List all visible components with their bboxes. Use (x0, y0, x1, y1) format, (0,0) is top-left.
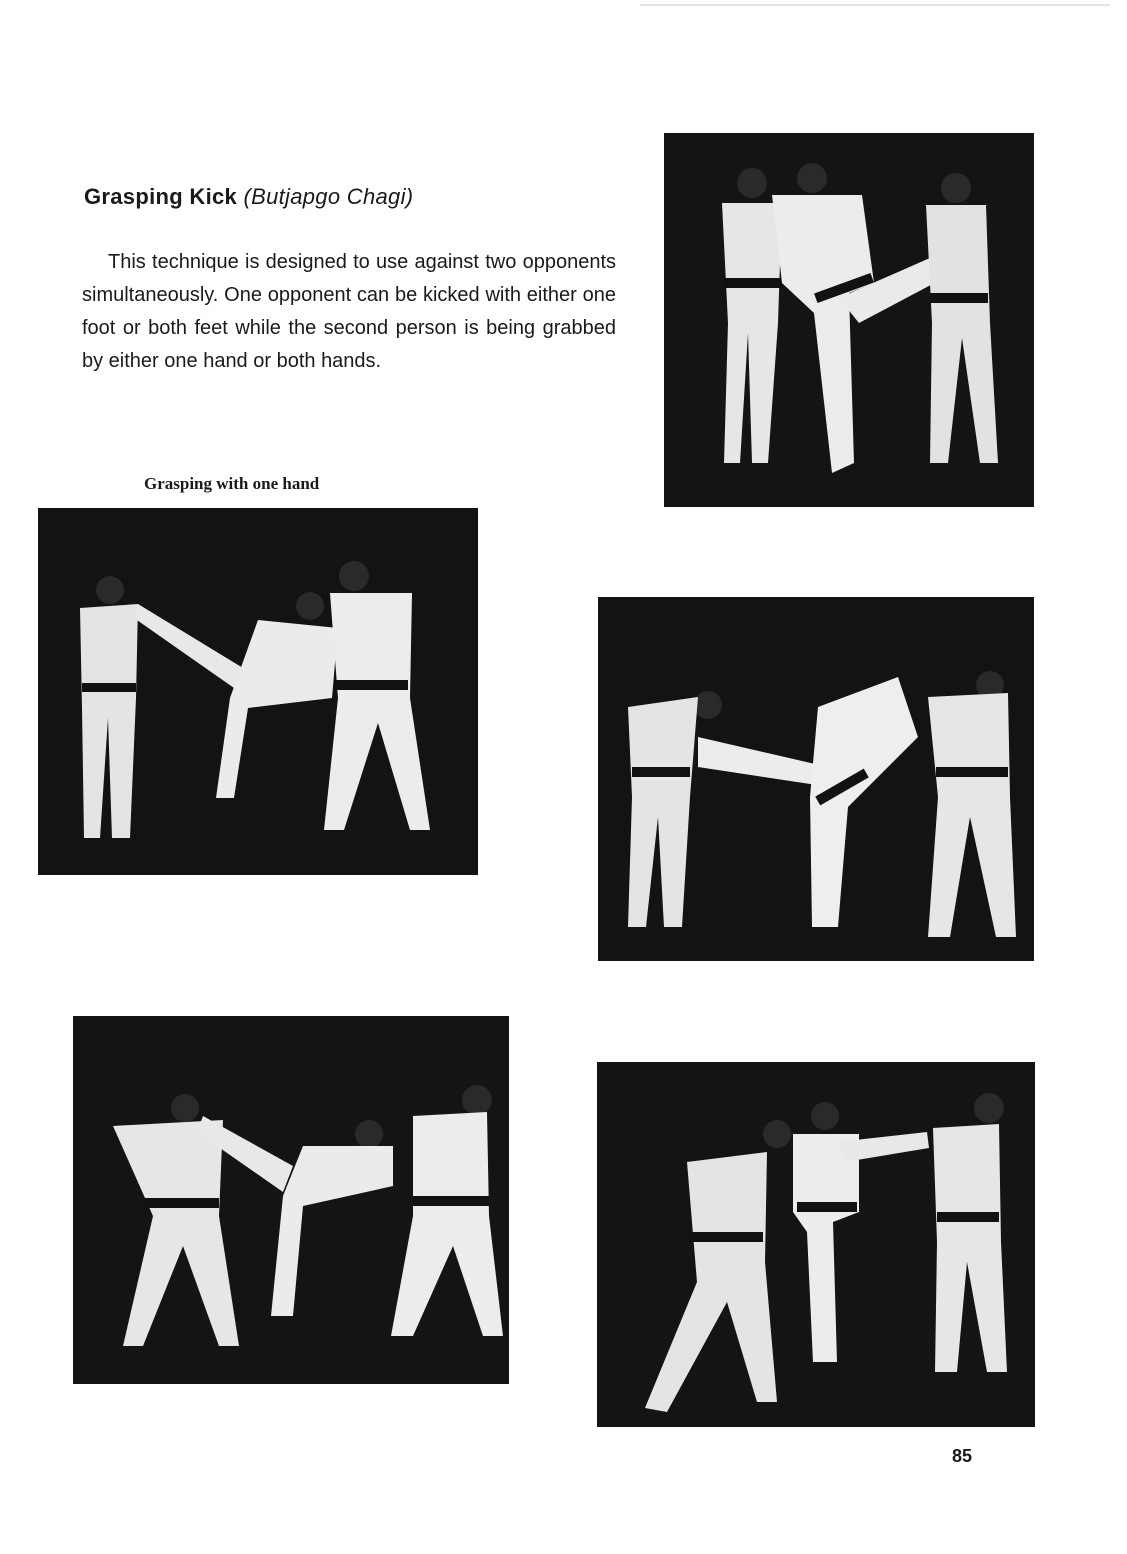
page-number: 85 (952, 1446, 973, 1466)
body-paragraph: This technique is designed to use against two opponents simultaneously. One opponent can be kicked with either one foot or both feet while the second person is being grabbed by either one hand or both hands. (82, 251, 616, 372)
photo-middle-right (598, 597, 1034, 961)
photo-bottom-left (73, 1016, 509, 1384)
photo-caption: Grasping with one hand (144, 474, 320, 493)
scan-edge-line (640, 4, 1110, 6)
heading-korean-name: (Butjapgo Chagi) (243, 184, 414, 209)
photo-bottom-right (597, 1062, 1035, 1427)
photo-top-right (664, 133, 1034, 507)
section-heading (84, 184, 413, 210)
photo-middle-left (38, 508, 478, 875)
heading-title: Grasping Kick (84, 184, 238, 209)
